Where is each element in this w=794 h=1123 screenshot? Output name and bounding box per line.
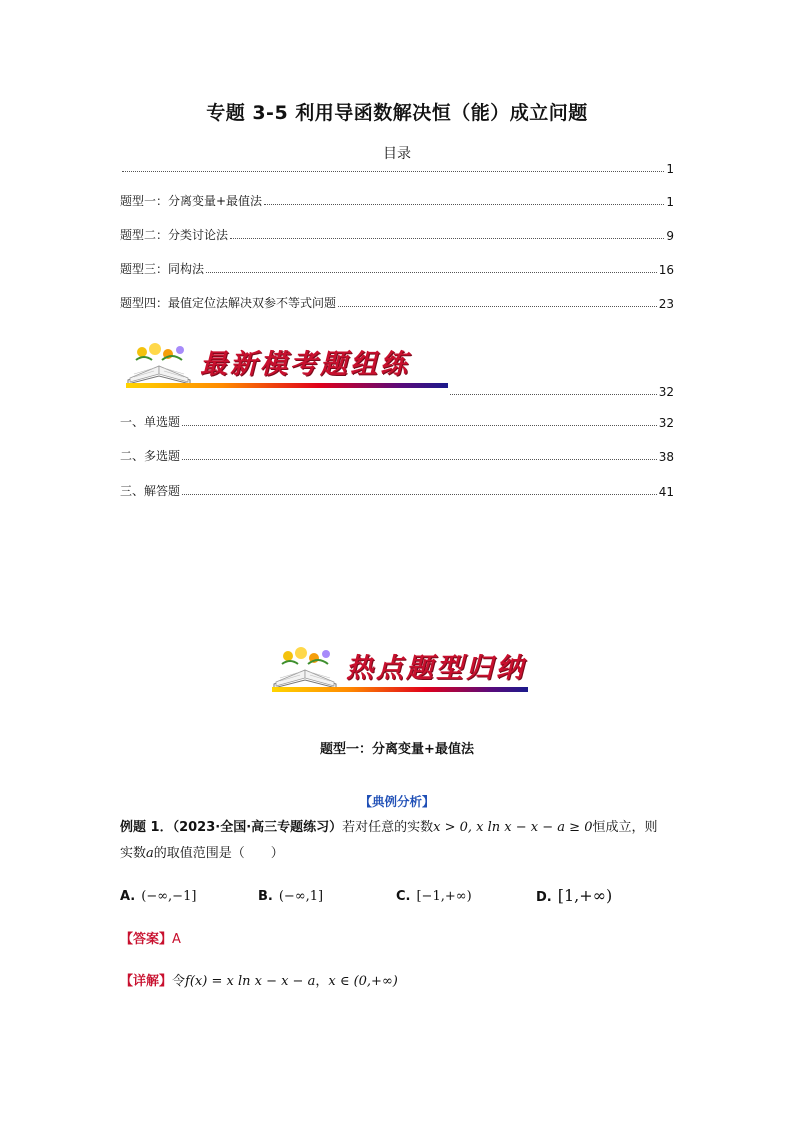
toc-row-page: 23	[658, 297, 674, 311]
toc-leader	[182, 494, 657, 495]
detail-function: f(x) = x ln x − x − a	[185, 974, 316, 989]
option-c[interactable]	[396, 889, 472, 904]
example-line-1	[120, 815, 676, 841]
toc-row-page: 41	[658, 485, 674, 499]
toc-leader	[182, 425, 657, 426]
toc-row-page: 32	[658, 385, 674, 399]
toc-heading: 目录	[383, 146, 411, 162]
toc-leader	[338, 306, 657, 307]
toc-row-page: 38	[658, 450, 674, 464]
toc-leader	[122, 171, 664, 172]
banner-latest-text: 最新模考题组练	[200, 349, 410, 380]
option-key: C.	[396, 889, 411, 904]
toc-leader	[230, 238, 664, 239]
toc-row[interactable]	[120, 381, 674, 399]
example-line-2	[120, 841, 676, 867]
toc-row[interactable]	[120, 259, 674, 277]
banner-hot-text: 热点题型归纳	[346, 653, 526, 684]
example-var: a	[146, 846, 154, 861]
toc-row[interactable]	[120, 293, 674, 311]
toc-row-page: 1	[666, 162, 674, 176]
section-title: 题型一：分离变量+最值法	[320, 742, 474, 757]
toc-row-label: 二、多选题	[120, 449, 181, 463]
toc-row[interactable]	[120, 191, 674, 209]
option-value: [−1,+∞)	[416, 889, 472, 904]
detail-line	[120, 969, 676, 995]
toc-row-page: 1	[666, 195, 674, 209]
detail-sep: ，	[315, 974, 329, 989]
example-condition: x > 0, x ln x − x − a ≥ 0	[433, 820, 593, 835]
toc-row-label: 三、解答题	[120, 484, 181, 498]
toc-row-label: 题型二：分类讨论法	[120, 228, 229, 242]
example-label: 例题 1．	[120, 820, 173, 835]
example-source: （2023·全国·高三专题练习）	[172, 820, 343, 835]
toc-row-page: 16	[658, 263, 674, 277]
detail-tag: 【详解】	[120, 974, 173, 989]
toc-row[interactable]	[120, 225, 674, 243]
answer-line	[120, 927, 676, 953]
toc-row-label: 一、单选题	[120, 415, 181, 429]
option-a[interactable]	[120, 889, 196, 904]
option-value: (−∞,−1]	[141, 889, 197, 904]
toc-row-label: 题型三：同构法	[120, 262, 205, 276]
analysis-label: 【典例分析】	[359, 794, 435, 809]
option-key: B.	[258, 889, 273, 904]
answer-tag: 【答案】	[120, 932, 173, 947]
toc-row[interactable]	[120, 158, 674, 176]
toc-row-label: 题型一：分离变量+最值法	[120, 194, 263, 208]
toc-row[interactable]	[120, 481, 674, 499]
toc-row-label: 题型四：最值定位法解决双参不等式问题	[120, 296, 337, 310]
option-value: (−∞,1]	[278, 889, 324, 904]
open-book-flowers-icon	[268, 644, 342, 692]
option-b[interactable]	[258, 889, 323, 904]
example-text-after: 恒成立，则	[592, 820, 658, 835]
toc-row-page: 9	[666, 229, 674, 243]
detail-domain: x ∈ (0,+∞)	[328, 974, 398, 989]
toc-leader	[450, 394, 657, 395]
example-line2-after: 的取值范围是（ ）	[153, 846, 284, 861]
example-question	[120, 815, 676, 867]
detail-text: 令	[172, 974, 186, 989]
toc-row[interactable]	[120, 446, 674, 464]
toc-leader	[264, 204, 664, 205]
page-title: 专题 3-5 利用导函数解决恒（能）成立问题	[206, 102, 588, 124]
toc-row-page: 32	[658, 416, 674, 430]
banner-gradient-bar	[272, 687, 528, 692]
option-key: D.	[536, 890, 552, 905]
example-line2-before: 实数	[120, 846, 147, 861]
toc-leader	[182, 459, 657, 460]
option-key: A.	[120, 889, 136, 904]
example-text-before: 若对任意的实数	[342, 820, 434, 835]
option-value: [1,+∞)	[557, 886, 613, 905]
toc-leader	[206, 272, 657, 273]
option-d[interactable]	[536, 886, 612, 905]
answer-value: A	[172, 932, 181, 947]
banner-hot-types	[268, 644, 530, 692]
toc-row[interactable]	[120, 412, 674, 430]
